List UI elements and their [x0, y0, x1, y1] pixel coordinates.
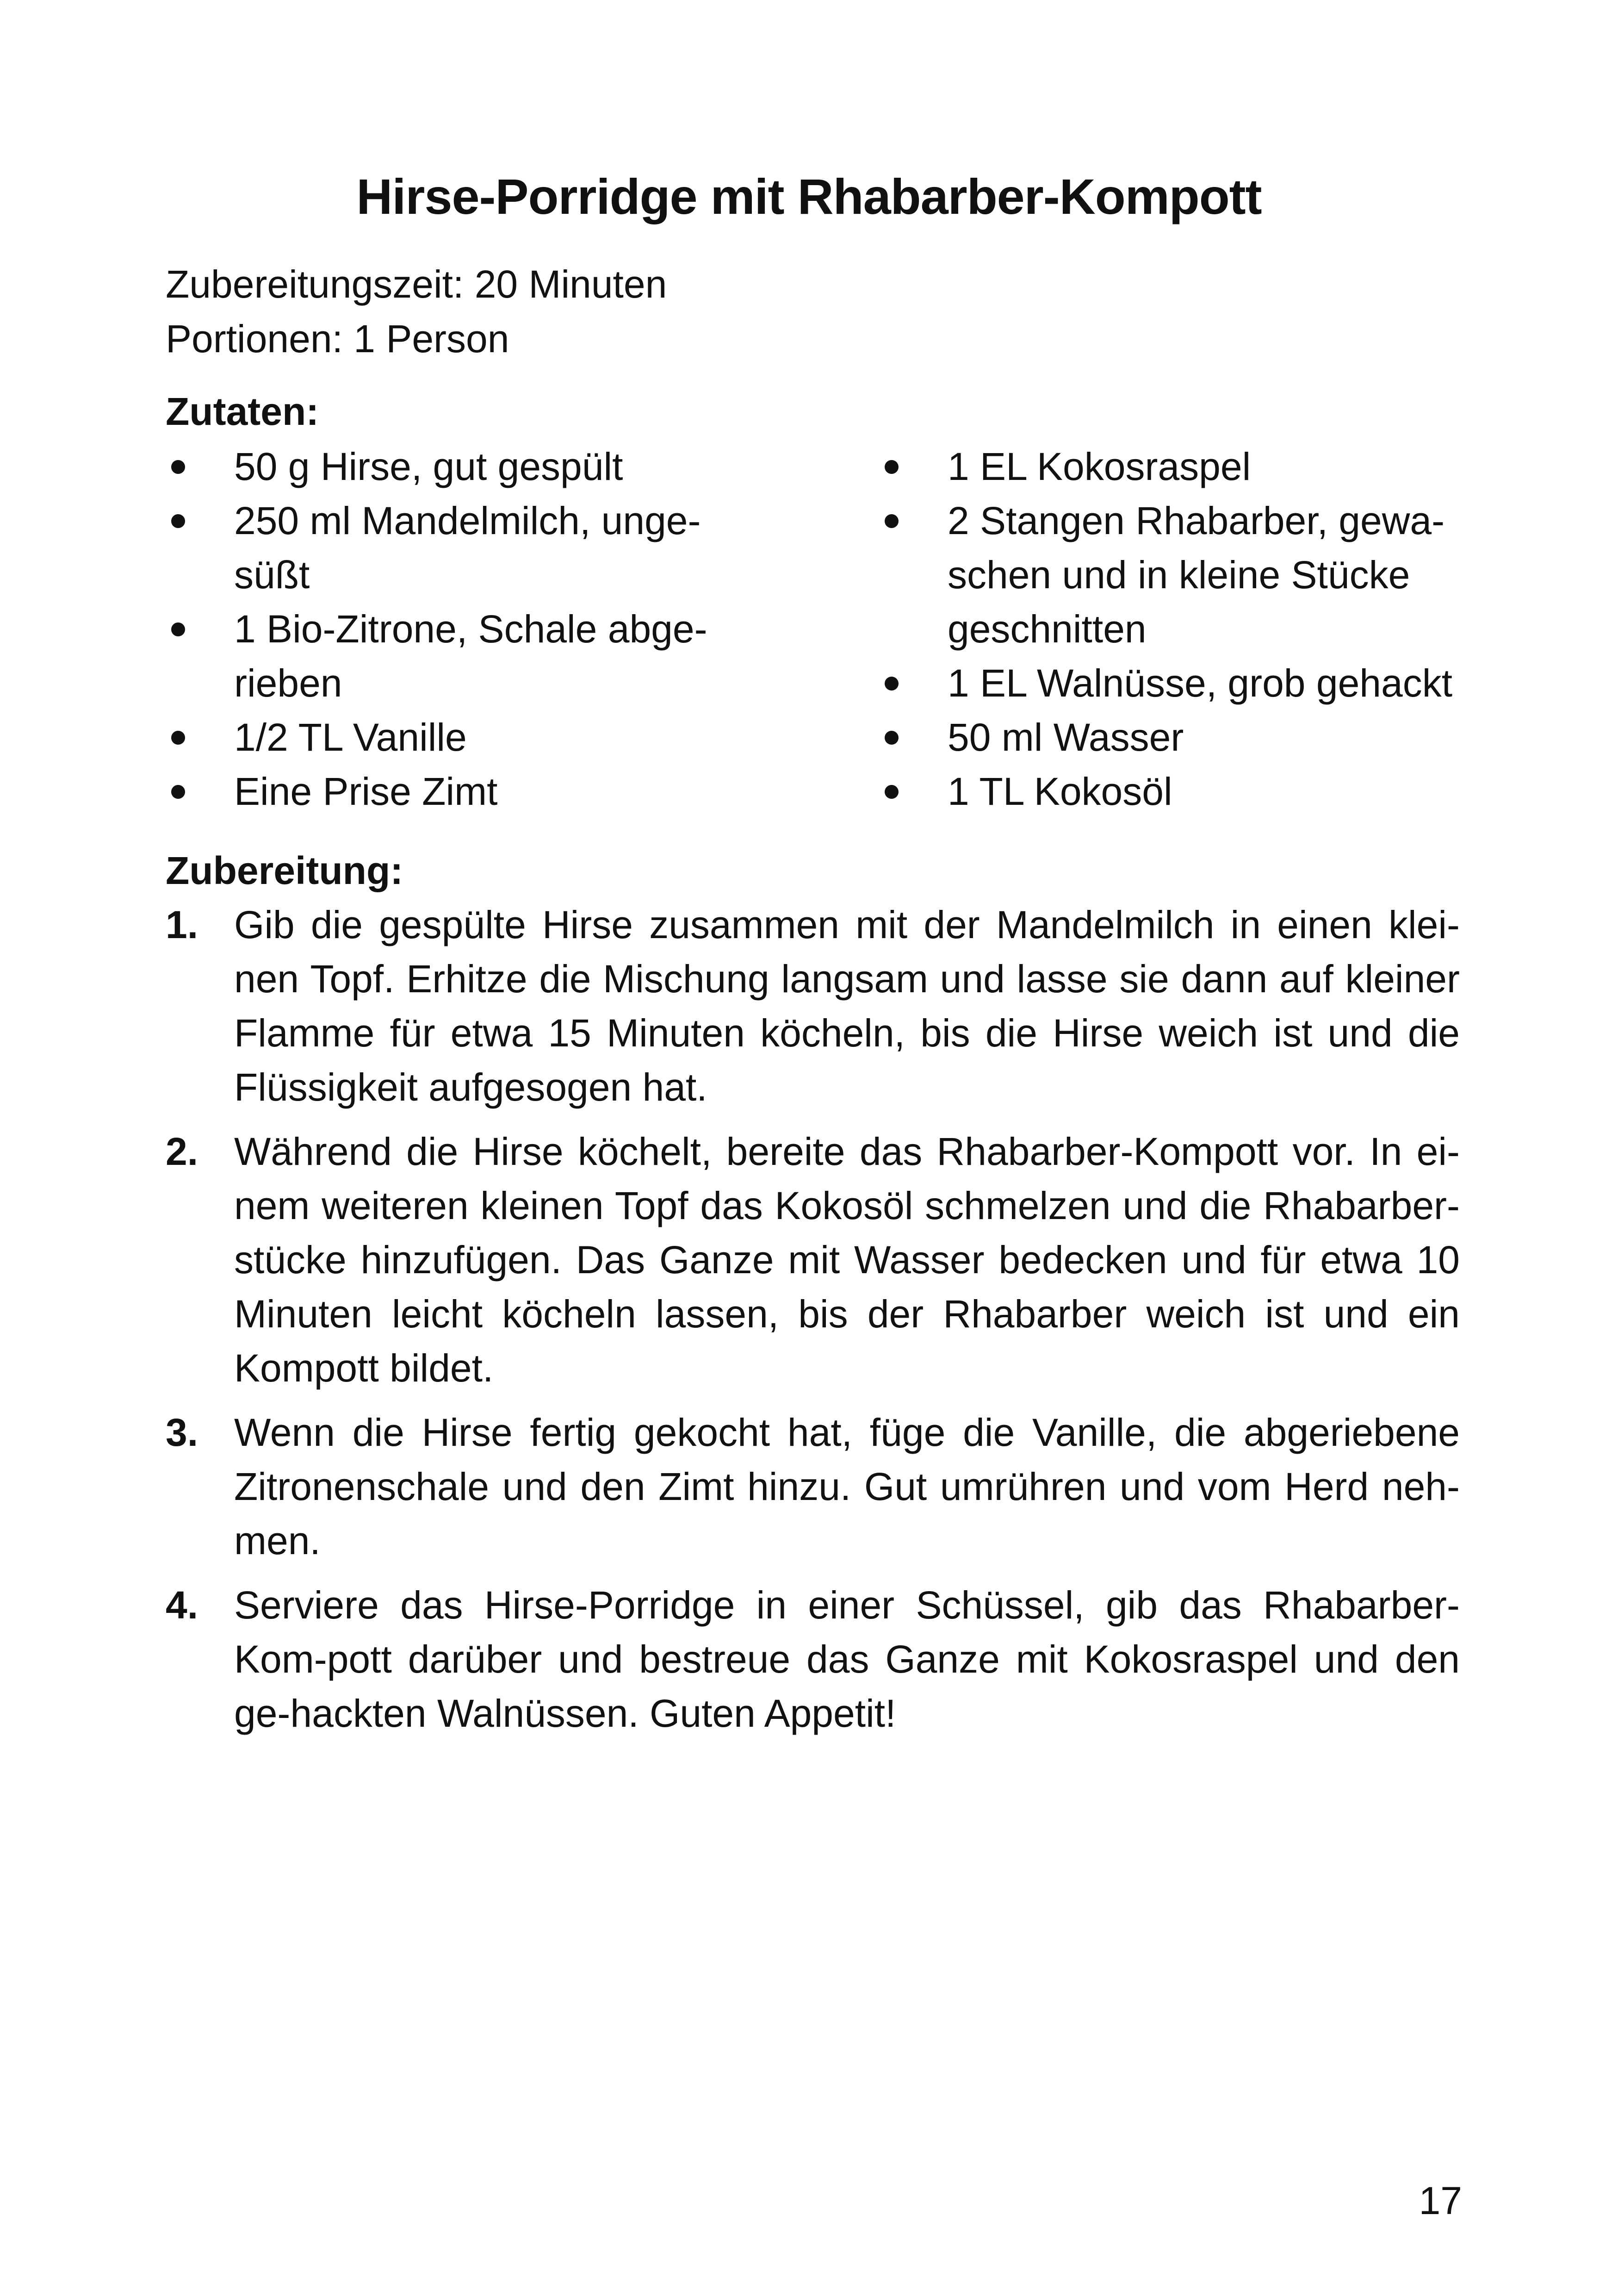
step-item [166, 1578, 1460, 1741]
bullet-icon [171, 514, 185, 528]
ingredient-item [166, 602, 749, 710]
ingredients-heading: Zutaten: [166, 390, 319, 433]
ingredient-item [879, 710, 1481, 765]
ingredients-list-left [166, 440, 749, 819]
ingredient-item [166, 765, 749, 819]
ingredient-text: 1/2 TL Vanille [234, 716, 467, 759]
recipe-meta [166, 257, 667, 366]
step-number: 1. [166, 903, 198, 946]
step-item [166, 1125, 1460, 1395]
bullet-icon [171, 460, 185, 474]
step-text: Serviere das Hirse-Porridge in einer Schüssel, gib das Rhabarber-Kom-pott darüber und bestreue das Ganze mit Kokosraspel und den ge-hackten Walnüssen. Guten Appetit! [234, 1583, 1460, 1735]
ingredients-list-right [879, 440, 1481, 819]
ingredient-text: 1 EL Kokosraspel [948, 445, 1251, 488]
ingredient-item [879, 440, 1481, 494]
bullet-icon [885, 731, 899, 745]
ingredient-item [879, 656, 1481, 710]
page-number: 17 [1419, 2179, 1462, 2222]
step-number: 4. [166, 1583, 198, 1627]
preparation-heading: Zubereitung: [166, 849, 403, 892]
ingredient-text: 1 EL Walnüsse, grob gehackt [948, 661, 1453, 705]
ingredient-text: 50 ml Wasser [948, 716, 1184, 759]
bullet-icon [171, 731, 185, 745]
bullet-icon [171, 785, 185, 799]
ingredient-item [879, 765, 1481, 819]
recipe-title: Hirse-Porridge mit Rhabarber-Kompott [356, 168, 1262, 224]
ingredient-item [166, 440, 749, 494]
step-text: Wenn die Hirse fertig gekocht hat, füge die Vanille, die abgeriebene Zitronenschale und den Zimt hinzu. Gut umrühren und vom Herd neh-men. [234, 1411, 1460, 1562]
ingredient-item [879, 494, 1481, 656]
ingredient-text: 2 Stangen Rhabarber, gewa-schen und in kleine Stücke geschnitten [948, 499, 1445, 651]
step-item [166, 898, 1460, 1114]
ingredient-item [166, 710, 749, 765]
bullet-icon [885, 514, 899, 528]
portions: Portionen: 1 Person [166, 317, 509, 361]
prep-time: Zubereitungszeit: 20 Minuten [166, 262, 667, 306]
step-number: 3. [166, 1411, 198, 1454]
ingredient-text: 1 TL Kokosöl [948, 770, 1172, 813]
ingredient-text: 1 Bio-Zitrone, Schale abge-rieben [234, 607, 707, 705]
ingredient-text: Eine Prise Zimt [234, 770, 498, 813]
step-text: Während die Hirse köchelt, bereite das Rhabarber-Kompott vor. In ei-nem weiteren kleinen Topf das Kokosöl schmelzen und die Rhabarber-stücke hinzufügen. Das Ganze mit Wasser bedecken und für etwa 10 Minuten leicht köcheln lassen, bis der Rhabarber weich ist und ein Kompott bildet. [234, 1130, 1460, 1390]
ingredient-item [166, 494, 749, 602]
preparation-steps [166, 898, 1460, 1751]
step-number: 2. [166, 1130, 198, 1173]
bullet-icon [885, 677, 899, 691]
step-item [166, 1406, 1460, 1568]
bullet-icon [171, 622, 185, 636]
ingredient-text: 250 ml Mandelmilch, unge-süßt [234, 499, 701, 597]
step-text: Gib die gespülte Hirse zusammen mit der Mandelmilch in einen klei-nen Topf. Erhitze die Mischung langsam und lasse sie dann auf kleiner Flamme für etwa 15 Minuten köcheln, bis die Hirse weich ist und die Flüssigkeit aufgesogen hat. [234, 903, 1460, 1109]
bullet-icon [885, 460, 899, 474]
bullet-icon [885, 785, 899, 799]
ingredient-text: 50 g Hirse, gut gespült [234, 445, 623, 488]
